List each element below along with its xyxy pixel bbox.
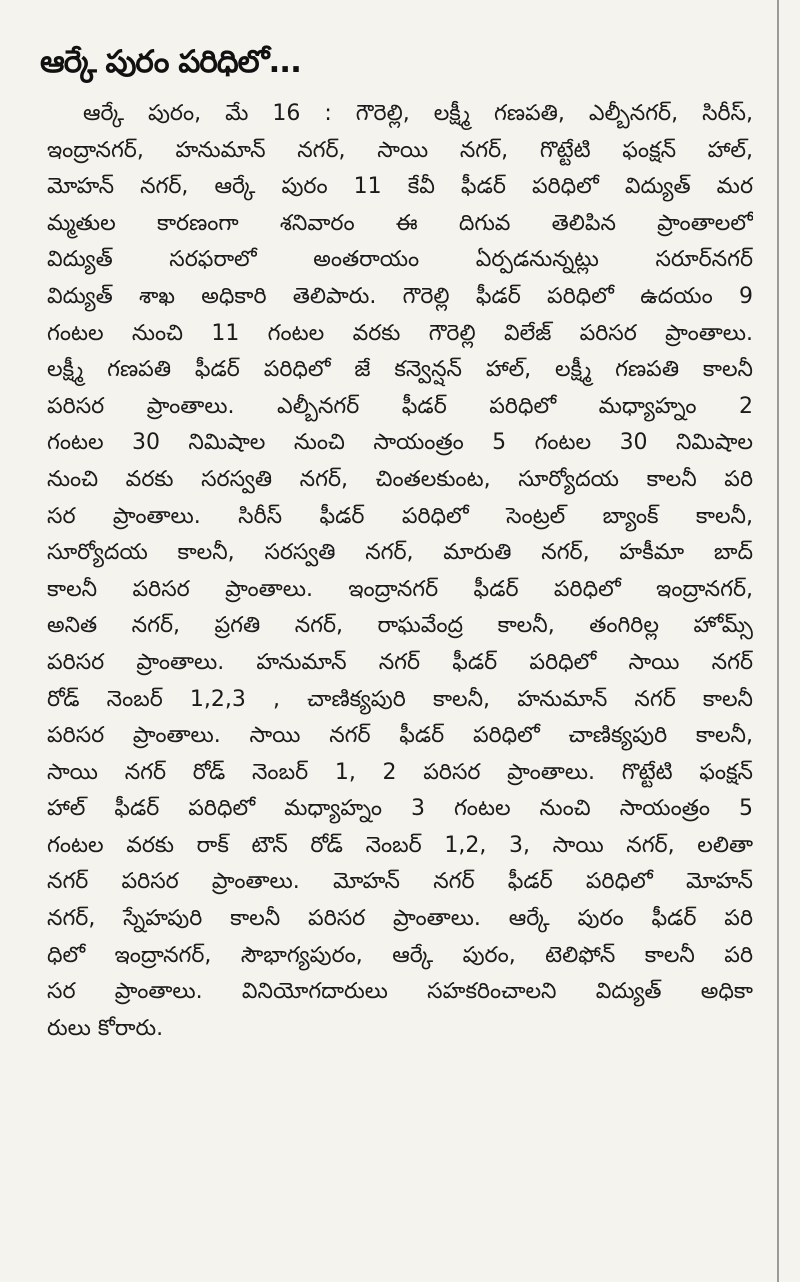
article-line: సాయి నగర్ రోడ్ నెంబర్ 1, 2 పరిసర ప్రాంతాలు. గొట్టేటి ఫంక్షన్ [47, 759, 753, 785]
article-line: అనిత నగర్, ప్రగతి నగర్, రాఘవేంద్ర కాలనీ, తంగిరిల్ల హోమ్స్ [47, 613, 753, 639]
article-line: మ్మతుల కారణంగా శనివారం ఈ దిగువ తెలిపిన ప్రాంతాలలో [47, 210, 753, 236]
article-line: నగర్ పరిసర ప్రాంతాలు. మోహన్ నగర్ ఫీడర్ పరిధిలో మోహన్ [47, 869, 753, 895]
article-body [47, 96, 753, 1047]
article-line: సూర్యోదయ కాలనీ, సరస్వతి నగర్, మారుతి నగర్, హకీమా బాద్ [47, 540, 753, 566]
article-line: మోహన్ నగర్, ఆర్కే పురం 11 కేవీ ఫీడర్ పరిధిలో విద్యుత్ మర [47, 174, 753, 200]
article-line: ధిలో ఇంద్రానగర్, సౌభాగ్యపురం, ఆర్కే పురం, టెలిఫోన్ కాలనీ పరి [47, 942, 753, 968]
article-line: నుంచి వరకు సరస్వతి నగర్, చింతలకుంట, సూర్యోదయ కాలనీ పరి [47, 466, 753, 492]
article-line: సర ప్రాంతాలు. సిరీస్ ఫీడర్ పరిధిలో సెంట్రల్ బ్యాంక్ కాలనీ, [47, 503, 753, 529]
article-line: విద్యుత్ శాఖ అధికారి తెలిపారు. గౌరెల్లి ఫీడర్ పరిధిలో ఉదయం 9 [47, 283, 753, 309]
article-headline: ఆర్కే పురం పరిధిలో... [40, 44, 301, 80]
article-line: పరిసర ప్రాంతాలు. సాయి నగర్ ఫీడర్ పరిధిలో చాణిక్యపురి కాలనీ, [47, 723, 753, 749]
article-line: ఆర్కే పురం, మే 16 : గౌరెల్లి, లక్ష్మీ గణపతి, ఎల్బీనగర్, సిరీస్, [83, 101, 753, 126]
article-line: నగర్, స్నేహపురి కాలనీ పరిసర ప్రాంతాలు. ఆర్కే పురం ఫీడర్ పరి [47, 906, 753, 932]
article-line: రోడ్ నెంబర్ 1,2,3 , చాణిక్యపురి కాలనీ, హనుమాన్ నగర్ కాలనీ [47, 686, 753, 712]
article-line: గంటల 30 నిమిషాల నుంచి సాయంత్రం 5 గంటల 30 నిమిషాల [47, 430, 753, 456]
article-line: గంటల వరకు రాక్ టౌన్ రోడ్ నెంబర్ 1,2, 3, సాయి నగర్, లలితా [47, 832, 753, 858]
article-line: హాల్ ఫీడర్ పరిధిలో మధ్యాహ్నం 3 గంటల నుంచి సాయంత్రం 5 [47, 796, 753, 822]
article-line: పరిసర ప్రాంతాలు. ఎల్బీనగర్ ఫీడర్ పరిధిలో మధ్యాహ్నం 2 [47, 393, 753, 419]
article-line: గంటల నుంచి 11 గంటల వరకు గౌరెల్లి విలేజ్ పరిసర ప్రాంతాలు. [47, 320, 753, 346]
article-line: కాలనీ పరిసర ప్రాంతాలు. ఇంద్రానగర్ ఫీడర్ పరిధిలో ఇంద్రానగర్, [47, 576, 753, 602]
article-line: పరిసర ప్రాంతాలు. హనుమాన్ నగర్ ఫీడర్ పరిధిలో సాయి నగర్ [47, 649, 753, 675]
article-line: సర ప్రాంతాలు. వినియోగదారులు సహకరించాలని విద్యుత్ అధికా [47, 979, 753, 1005]
article-line: లక్ష్మీ గణపతి ఫీడర్ పరిధిలో జే కన్వెన్షన్ హాల్, లక్ష్మీ గణపతి కాలనీ [47, 357, 753, 383]
column-divider [777, 0, 779, 1282]
previous-article-cut-line [0, 0, 800, 16]
article-line: ఇంద్రానగర్, హనుమాన్ నగర్, సాయి నగర్, గొట్టేటి ఫంక్షన్ హాల్, [47, 137, 753, 163]
article-line: రులు కోరారు. [47, 1015, 164, 1041]
article-line: విద్యుత్ సరఫరాలో అంతరాయం ఏర్పడనున్నట్లు సరూర్‌నగర్ [47, 247, 753, 273]
